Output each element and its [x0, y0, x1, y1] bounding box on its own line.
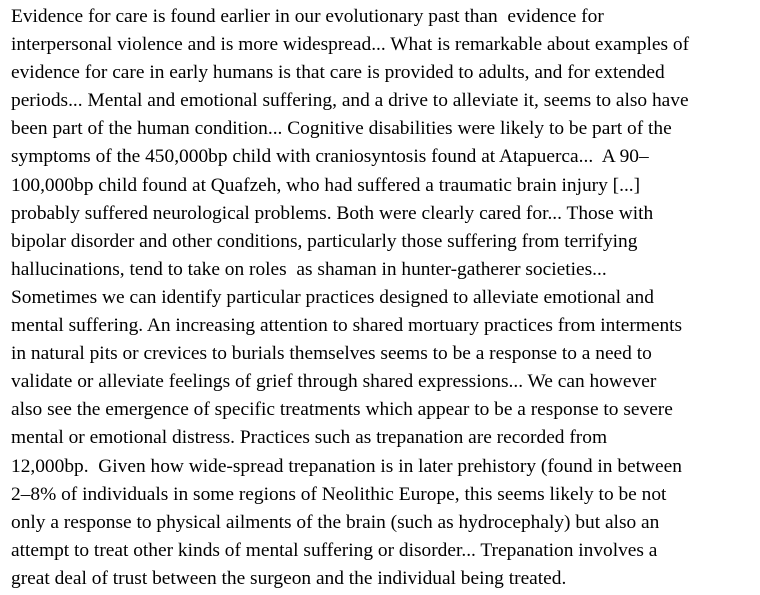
- text-line: also see the emergence of specific treatments which appear to be a response to severe: [11, 399, 673, 421]
- text-line: evidence for care in early humans is that care is provided to adults, and for extended: [11, 62, 665, 84]
- text-line: 100,000bp child found at Quafzeh, who had suffered a traumatic brain injury [...]: [11, 174, 641, 196]
- text-line: attempt to treat other kinds of mental suffering or disorder... Trepanation involves a: [11, 539, 658, 561]
- text-line: mental or emotional distress. Practices such as trepanation are recorded from: [11, 427, 608, 449]
- text-line: only a response to physical ailments of the brain (such as hydrocephaly) but also an: [11, 511, 660, 533]
- text-line: 2–8% of individuals in some regions of Neolithic Europe, this seems likely to be not: [11, 483, 667, 505]
- text-line: been part of the human condition... Cognitive disabilities were likely to be part of the: [11, 118, 672, 140]
- text-line: 12,000bp. Given how wide-spread trepanation is in later prehistory (found in between: [11, 455, 682, 477]
- text-line: Evidence for care is found earlier in our evolutionary past than evidence for: [11, 6, 604, 27]
- text-line: validate or alleviate feelings of grief through shared expressions... We can however: [11, 371, 657, 393]
- text-line: in natural pits or crevices to burials themselves seems to be a response to a need to: [11, 343, 652, 365]
- text-line: Sometimes we can identify particular practices designed to alleviate emotional and: [11, 286, 654, 308]
- text-line: symptoms of the 450,000bp child with craniosyntosis found at Atapuerca... A 90–: [11, 146, 649, 168]
- text-line: mental suffering. An increasing attention to shared mortuary practices from interments: [11, 315, 683, 337]
- text-line: interpersonal violence and is more widespread... What is remarkable about examples of: [11, 34, 690, 56]
- text-line: great deal of trust between the surgeon and the individual being treated.: [11, 567, 567, 589]
- text-line: periods... Mental and emotional suffering, and a drive to alleviate it, seems to also have: [11, 90, 689, 112]
- text-line: bipolar disorder and other conditions, particularly those suffering from terrifying: [11, 230, 638, 252]
- quotation-paragraph: [11, 3, 760, 593]
- text-line: hallucinations, tend to take on roles as shaman in hunter-gatherer societies...: [11, 258, 607, 280]
- text-line: probably suffered neurological problems. Both were clearly cared for... Those with: [11, 202, 654, 224]
